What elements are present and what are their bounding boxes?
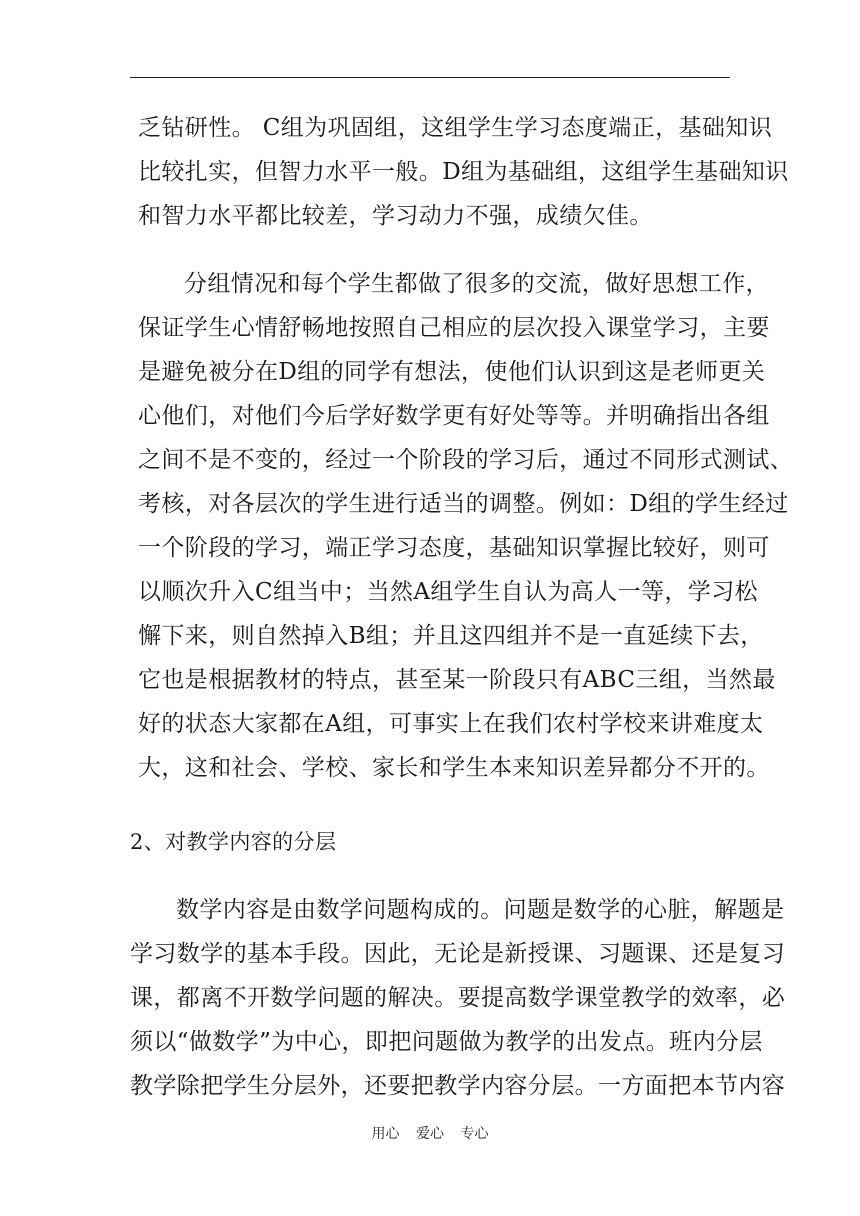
body-line: 心他们，对他们今后学好数学更有好处等等。并明确指出各组 bbox=[138, 403, 770, 429]
body-line: 是避免被分在D组的同学有想法，使他们认识到这是老师更关 bbox=[138, 359, 766, 385]
body-line: 比较扎实，但智力水平一般。D组为基础组，这组学生基础知识 bbox=[138, 159, 789, 185]
body-line: 保证学生心情舒畅地按照自己相应的层次投入课堂学习，主要 bbox=[138, 315, 770, 341]
section-heading: 2、对教学内容的分层 bbox=[130, 830, 337, 854]
body-line: 大，这和社会、学校、家长和学生本来知识差异都分不开的。 bbox=[138, 755, 770, 781]
page-footer: 用心 爱心 专心 bbox=[371, 1126, 489, 1142]
header-rule bbox=[130, 77, 730, 78]
body-line: 分组情况和每个学生都做了很多的交流，做好思想工作， bbox=[184, 271, 769, 297]
body-line: 和智力水平都比较差，学习动力不强，成绩欠佳。 bbox=[138, 203, 653, 229]
body-line: 好的状态大家都在A组，可事实上在我们农村学校来讲难度太 bbox=[138, 711, 764, 737]
body-line: 以顺次升入C组当中；当然A组学生自认为高人一等，学习松 bbox=[138, 579, 759, 605]
body-line: 乏钻研性。 C组为巩固组，这组学生学习态度端正，基础知识 bbox=[138, 115, 773, 141]
body-line: 它也是根据教材的特点，甚至某一阶段只有ABC三组，当然最 bbox=[138, 667, 776, 693]
body-line: 课，都离不开数学问题的解决。要提高数学课堂教学的效率，必 bbox=[130, 985, 786, 1011]
body-line: 懈下来，则自然掉入B组；并且这四组并不是一直延续下去， bbox=[138, 623, 764, 649]
body-line: 之间不是不变的，经过一个阶段的学习后，通过不同形式测试、 bbox=[138, 447, 794, 473]
body-line: 数学内容是由数学问题构成的。问题是数学的心脏，解题是 bbox=[176, 897, 785, 923]
body-line: 须以“做数学”为中心，即把问题做为教学的出发点。班内分层 bbox=[130, 1029, 763, 1055]
body-line: 教学除把学生分层外，还要把教学内容分层。一方面把本节内容 bbox=[130, 1073, 786, 1099]
body-line: 学习数学的基本手段。因此，无论是新授课、习题课、还是复习 bbox=[130, 941, 786, 967]
body-line: 考核，对各层次的学生进行适当的调整。例如：D组的学生经过 bbox=[138, 491, 789, 517]
body-line: 一个阶段的学习，端正学习态度，基础知识掌握比较好，则可 bbox=[138, 535, 770, 561]
